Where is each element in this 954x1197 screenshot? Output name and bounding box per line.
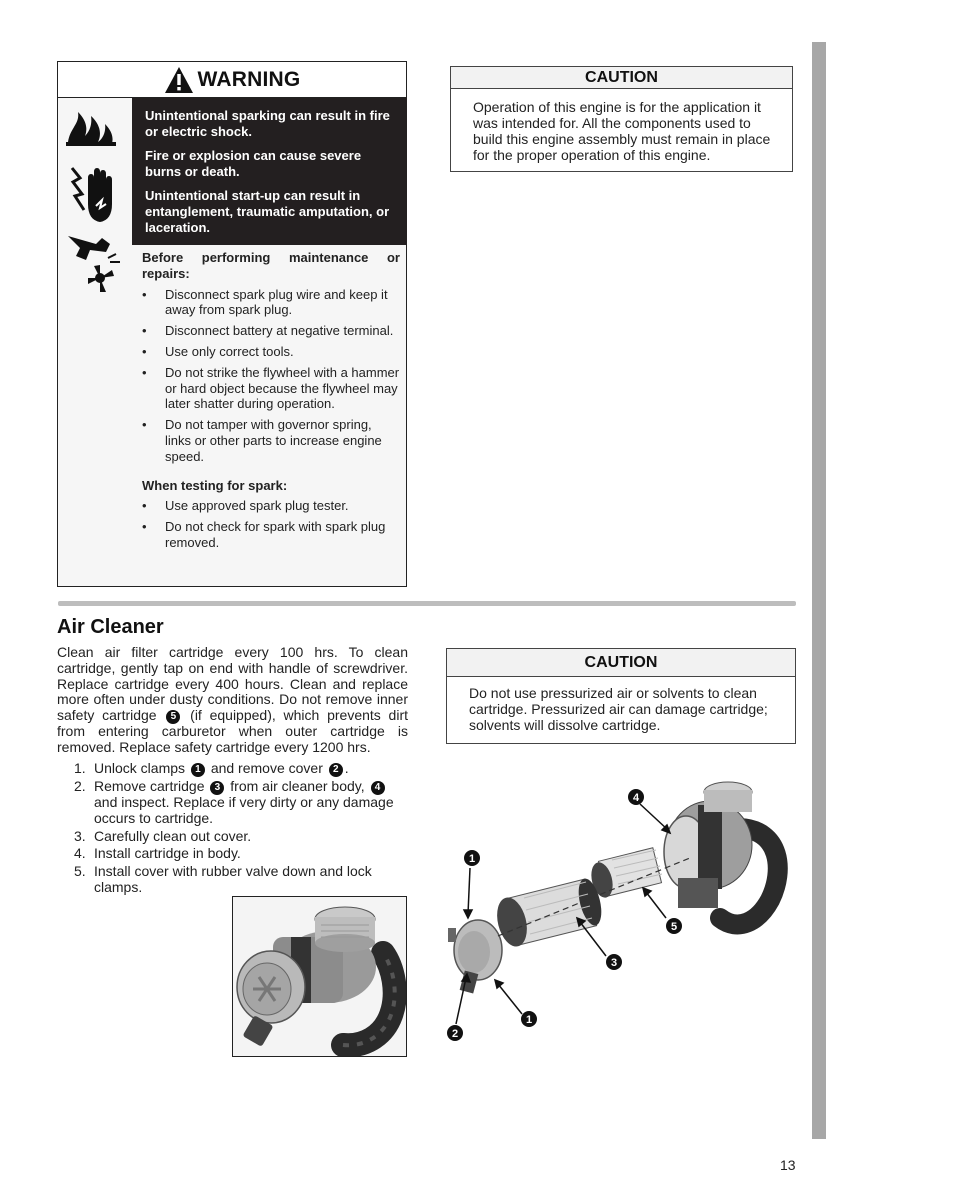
hazard-sparking: Unintentional sparking can result in fire or electric shock. [145,108,390,139]
step-item [74,864,408,896]
step-text: Carefully clean out cover. [94,827,252,844]
svg-text:1: 1 [525,1014,533,1026]
warning-triangle-icon [164,66,194,94]
callout-3 [606,954,622,970]
list-item: • Disconnect spark plug wire and keep it away from spark plug. [142,287,400,319]
spark-test-lead: When testing for spark: [142,477,288,493]
caution-title: CAUTION [447,649,795,677]
callout-badge: 4 [371,781,385,795]
list-item: • Use only correct tools. [142,344,400,360]
svg-text:2: 2 [451,1028,459,1040]
page-edge-bar [812,42,826,1139]
maintenance-list [142,287,400,465]
rotating-fan-hazard-icon [68,236,120,292]
caution-application-box [450,66,793,172]
step-item [74,779,408,827]
air-cleaner-photo [232,896,407,1057]
hazard-startup: Unintentional start-up can result in entanglement, traumatic amputation, or laceration. [145,188,390,235]
svg-text:3: 3 [610,957,618,969]
caution-text: Operation of this engine is for the application it was intended for. All the components used to build this engine assembly must remain in place for the proper operation of this engine. [473,99,771,163]
svg-text:1: 1 [468,853,476,865]
step-text: Remove cartridge [94,778,205,794]
fire-icon [66,112,116,146]
page-number: 13 [780,1157,796,1173]
air-cleaner-heading: Air Cleaner [57,616,164,638]
air-cleaner-exploded-diagram [440,770,790,1070]
warning-box [57,61,407,587]
hazard-fire: Fire or explosion can cause severe burns or death. [145,148,362,179]
air-cleaner-body [664,782,778,924]
step-text: and remove cover [210,760,323,776]
air-cleaner-steps [74,761,408,898]
callout-badge: 2 [329,763,343,777]
hazard-icons [58,98,132,338]
step-number: 5. [74,863,86,880]
list-item: • Use approved spark plug tester. [142,498,400,514]
air-cleaner-paragraph [57,645,408,756]
electric-shock-hand-icon [72,168,112,222]
step-item [74,829,408,845]
callout-badge: 1 [191,763,205,777]
callout-4 [628,789,644,805]
caution-text: Do not use pressurized air or solvents to clean cartridge. Pressurized air can damage cartridge; solvents will dissolve cartridge. [469,685,768,733]
step-number: 2. [74,778,86,794]
list-item: • Do not check for spark with spark plug removed. [142,519,400,551]
paragraph-text-a: Clean air filter cartridge every 100 hrs. To clean cartridge, gently tap on end with handle of screwdriver. Replace cartridge every 400 hours. Clean and replace more often under dusty conditions. Do not remove inner safety cartridge [57,644,408,724]
paragraph-text-b: (if equipped), which prevents dirt from entering carburetor when outer cartridge is removed. Replace safety cartridge every 1200 hrs. [57,707,409,755]
callout-2 [447,1025,463,1041]
callout-badge: 3 [210,781,224,795]
warning-instructions [142,250,400,556]
list-item: • Disconnect battery at negative terminal. [142,323,400,339]
maintenance-lead: Before performing maintenance or repairs: [142,250,400,281]
step-number: 3. [74,827,86,844]
cover [448,920,502,993]
step-item [74,846,408,862]
svg-text:4: 4 [632,792,640,804]
step-number: 1. [74,760,86,776]
step-text: and inspect. Replace if very dirty or any damage occurs to cartridge. [94,794,394,826]
outer-cartridge [492,876,605,949]
section-divider [58,601,796,606]
step-text: from air cleaner body, [230,778,365,794]
step-item [74,761,408,777]
step-text: Unlock clamps [94,760,186,776]
callout-badge: 5 [166,710,180,724]
callout-5 [666,918,682,934]
list-item: • Do not strike the flywheel with a hammer or hard object because the flywheel may later shatter during operation. [142,365,400,412]
warning-title: WARNING [197,67,301,91]
list-item: • Do not tamper with governor spring, links or other parts to increase engine speed. [142,417,400,464]
svg-text:5: 5 [670,921,678,933]
callout-1-bottom [521,1011,537,1027]
step-text: Install cover with rubber valve down and lock clamps. [94,863,372,895]
air-cleaner-assembly-illustration [233,897,407,1057]
step-text: . [344,760,349,776]
step-text: Install cartridge in body. [94,845,241,862]
spark-test-list [142,498,400,550]
callout-1-top [464,850,480,866]
caution-title: CAUTION [451,67,792,89]
warning-header [58,62,406,98]
step-number: 4. [74,845,86,862]
warning-hazard-panel [132,98,407,245]
caution-cartridge-box [446,648,796,744]
